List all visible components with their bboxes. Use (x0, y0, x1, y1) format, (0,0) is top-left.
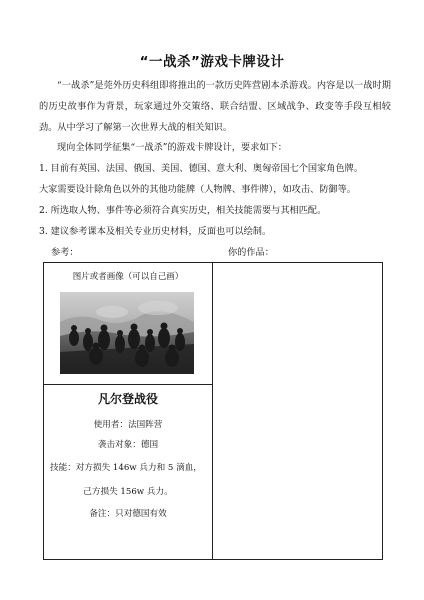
battle-photo (60, 292, 194, 374)
table-row-divider (44, 384, 212, 385)
card-user: 使用者：法国阵营 (93, 420, 163, 430)
requirement-1a: 1. 目前有英国、法国、俄国、美国、德国、意大利、奥匈帝国七个国家角色牌。 (39, 163, 364, 174)
requirement-1b: 大家需要设计除角色以外的其他功能牌（人物牌、事件牌），如攻击、防御等。 (39, 184, 356, 195)
page-title: “一战杀”游戏卡牌设计 (139, 54, 285, 70)
requirement-2: 2. 所选取人物、事件等必须符合真实历史，相关技能需要与其相匹配。 (39, 205, 327, 216)
card-note: 备注：只对德国有效 (89, 509, 167, 519)
image-caption: 图片或者画像（可以自己画） (72, 272, 184, 282)
card-skill-line-1: 技能：对方损失 146w 兵力和 5 滴血， (50, 463, 202, 473)
intro-paragraph: “一战杀”是莞外历史科组即将推出的一款历史阵营剧本杀游戏。内容是以一战时期的历史故事作为背景，玩家通过外交策络、联合结盟、区域战争、政变等手段互相较劲。从中学习了解第一次世界大战的相关知识。 (39, 80, 391, 133)
card-target: 袭击对象：德国 (97, 440, 159, 450)
card-name: 凡尔登战役 (97, 392, 158, 406)
table-column-divider (212, 263, 213, 559)
card-skill-line-2: 己方损失 156w 兵力。 (83, 487, 173, 497)
card-table (43, 262, 383, 560)
reference-label: 参考： (51, 247, 79, 258)
your-work-label: 你的作品： (228, 247, 274, 258)
requirement-3: 3. 建议参考课本及相关专业历史材料，反面也可以绘制。 (39, 226, 272, 237)
call-paragraph: 现向全体同学征集“一战杀”的游戏卡牌设计，要求如下： (57, 142, 287, 153)
